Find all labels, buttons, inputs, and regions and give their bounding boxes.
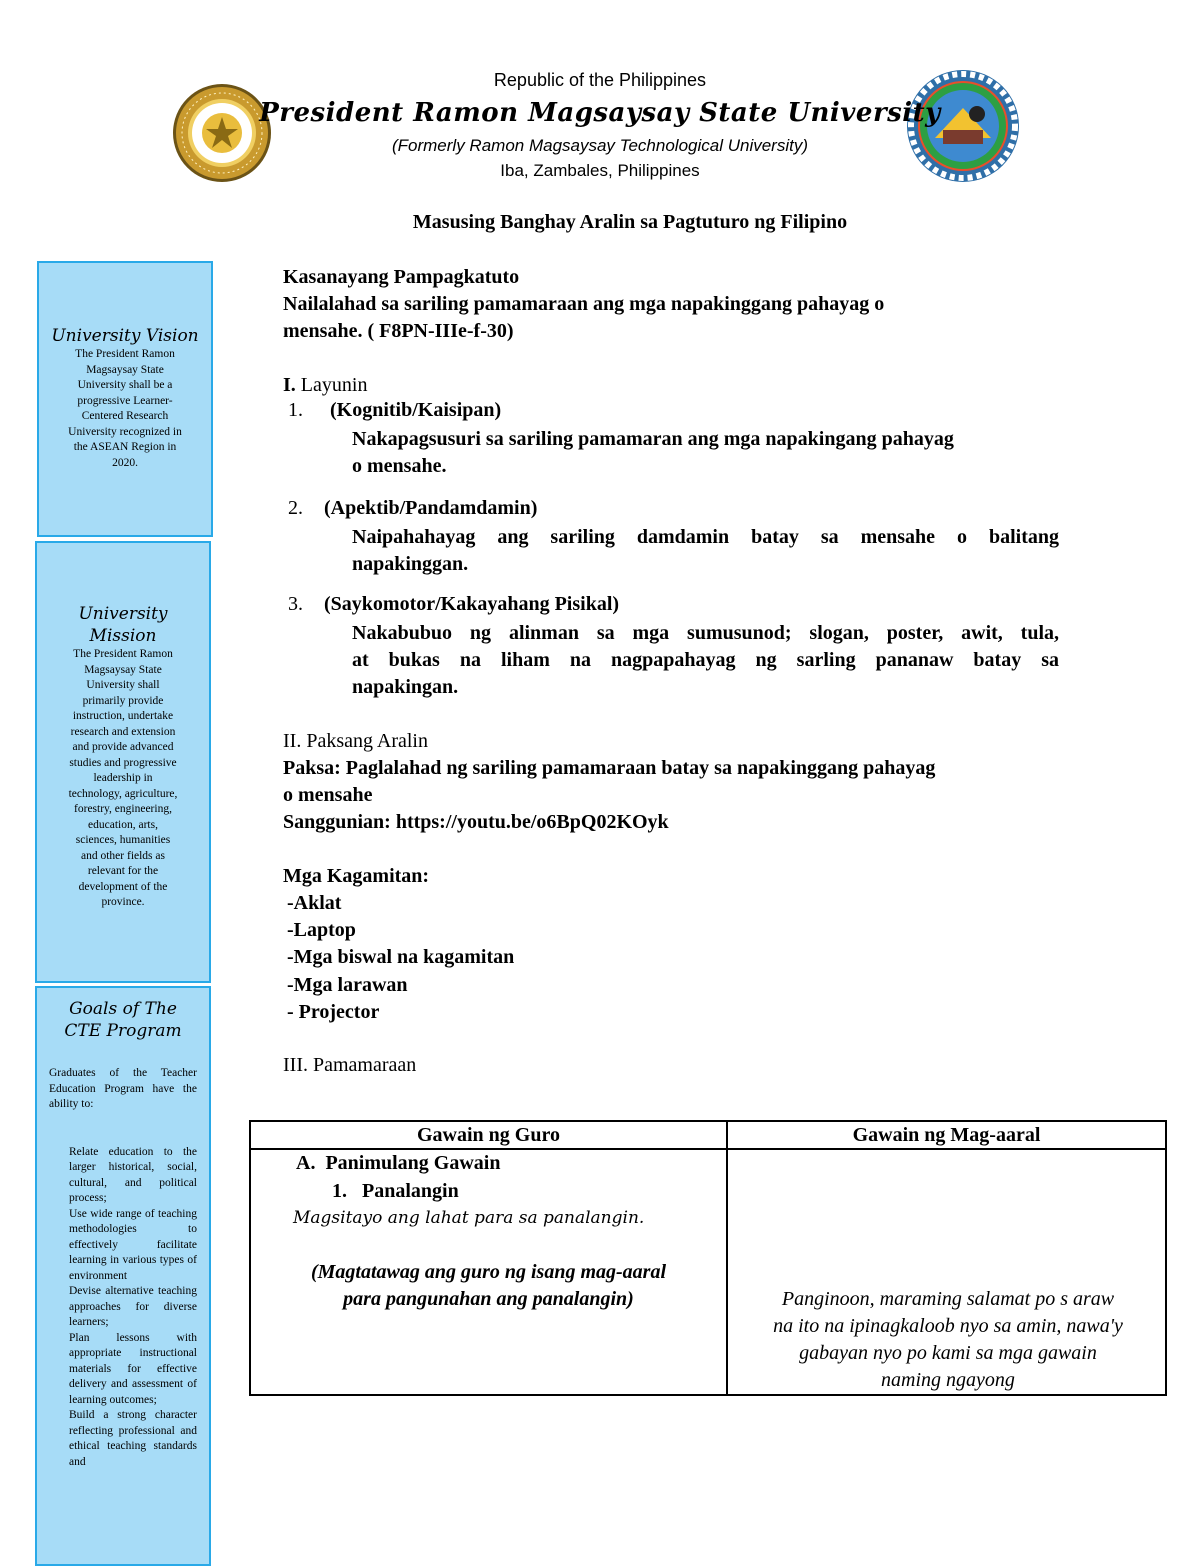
republic-line: Republic of the Philippines: [493, 70, 707, 90]
vision-line: University recognized in: [68, 425, 182, 438]
layunin-heading: I. Layunin: [283, 374, 368, 396]
subsection-heading: 1. Panalangin: [332, 1180, 459, 1202]
objective-number: 1.: [288, 399, 303, 421]
formerly-line: (Formerly Ramon Magsaysay Technological University): [391, 136, 808, 155]
objective-label: (Apektib/Pandamdamin): [324, 497, 538, 519]
vision-line: 2020.: [112, 456, 138, 469]
goal-item: Relate education to the larger historical, social, cultural, and political process;: [69, 1145, 197, 1204]
goal-item: Devise alternative teaching approaches for diverse learners;: [69, 1285, 197, 1328]
goals-heading-line: CTE Program: [64, 1021, 182, 1041]
kagamitan-item: -Mga biswal na kagamitan: [287, 946, 515, 968]
vision-line: Centered Research: [81, 410, 169, 422]
student-column-header: Gawain ng Mag-aaral: [727, 1121, 1166, 1149]
address-line: Iba, Zambales, Philippines: [500, 161, 700, 180]
kagamitan-item: -Laptop: [287, 919, 356, 941]
mission-line: The President Ramon: [73, 648, 173, 660]
university-name: President Ramon Magsaysay State University: [259, 98, 941, 128]
vision-heading: University Vision: [51, 326, 199, 346]
procedure-table: [249, 1120, 1167, 1396]
mission-line: University shall: [86, 679, 160, 691]
goals-heading-line: Goals of The: [69, 999, 177, 1019]
goal-item: Use wide range of teaching methodologies to effectively facilitate learning in various types of environment: [69, 1207, 197, 1282]
teacher-note: (Magtatawag ang guro ng isang mag-aaral: [310, 1261, 667, 1283]
section-heading: A. Panimulang Gawain: [296, 1152, 501, 1174]
objective-number: 2.: [288, 497, 303, 519]
sanggunian-text: Sanggunian: https://youtu.be/o6BpQ02KOyk: [283, 811, 669, 833]
objective-text: Nakabubuo ng alinman sa mga sumusunod; slogan, poster, awit, tula,: [352, 622, 1059, 644]
goal-item: Build a strong character reflecting professional and ethical teaching standards and: [69, 1409, 197, 1468]
mission-line: and provide advanced: [72, 741, 174, 753]
teacher-instruction: Magsitayo ang lahat para sa panalangin.: [293, 1208, 645, 1228]
objective-text: o mensahe.: [352, 455, 447, 477]
mission-line: leadership in: [93, 772, 153, 784]
teacher-column-header: Gawain ng Guro: [250, 1121, 727, 1149]
teacher-cell: [250, 1149, 727, 1395]
student-response: na ito na ipinagkaloob nyo sa amin, nawa'y: [773, 1315, 1123, 1337]
document-title: Masusing Banghay Aralin sa Pagtuturo ng Filipino: [412, 211, 848, 233]
teacher-note: para pangunahan ang panalangin): [343, 1288, 634, 1310]
mission-heading-line: Mission: [89, 626, 157, 646]
paksa-text: o mensahe: [283, 784, 373, 806]
kagamitan-item: -Mga larawan: [287, 974, 408, 996]
layunin-heading-label: Layunin: [300, 374, 368, 396]
objective-number: 3.: [288, 593, 303, 615]
objective-text: napakingan.: [352, 676, 459, 698]
mission-line: development of the: [78, 880, 168, 893]
kagamitan-item: -Aklat: [287, 892, 342, 914]
mission-line: sciences, humanities: [75, 834, 171, 846]
kasanayan-text: mensahe. ( F8PN-IIIe-f-30): [283, 320, 514, 342]
mission-line: relevant for the: [87, 865, 159, 877]
vision-line: The President Ramon: [75, 348, 175, 360]
objective-label: (Kognitib/Kaisipan): [330, 399, 502, 421]
university-mission-box: [35, 541, 211, 983]
mission-line: education, arts,: [88, 818, 158, 831]
goal-item: Plan lessons with appropriate instructional materials for effective delivery and assessment of learning outcomes;: [69, 1331, 197, 1406]
vision-line: progressive Learner-: [77, 394, 173, 407]
objective-text: napakinggan.: [352, 553, 469, 575]
kagamitan-heading: Mga Kagamitan:: [283, 865, 430, 887]
vision-line: University shall be a: [77, 379, 173, 391]
kagamitan-item: - Projector: [287, 1001, 380, 1023]
kasanayan-heading: Kasanayang Pampagkatuto: [283, 266, 520, 288]
student-response: Panginoon, maraming salamat po s araw: [781, 1288, 1115, 1310]
paksa-text: Paksa: Paglalahad ng sariling pamamaraan batay sa napakinggang pahayag: [283, 757, 936, 779]
kasanayan-text: Nailalahad sa sariling pamamaraan ang mga napakinggang pahayag o: [283, 293, 885, 315]
mission-line: forestry, engineering,: [74, 803, 172, 815]
mission-line: Magsaysay State: [84, 663, 162, 676]
vision-line: Magsaysay State: [86, 363, 164, 376]
cte-goals-box: [35, 986, 211, 1566]
mission-line: province.: [101, 896, 145, 908]
vision-line: the ASEAN Region in: [73, 441, 177, 453]
mission-line: studies and progressive: [69, 756, 177, 769]
objective-text: Naipahahayag ang sariling damdamin batay sa mensahe o balitang: [352, 526, 1059, 548]
student-response: gabayan nyo po kami sa mga gawain: [799, 1342, 1097, 1364]
mission-line: and other fields as: [81, 849, 165, 862]
mission-line: technology, agriculture,: [68, 787, 178, 800]
paksang-heading: II. Paksang Aralin: [283, 730, 428, 752]
university-vision-box: [37, 261, 213, 537]
pamamaraan-heading: III. Pamamaraan: [283, 1054, 417, 1076]
student-response: naming ngayong: [881, 1369, 1015, 1391]
mission-line: primarily provide: [82, 694, 164, 707]
mission-heading-line: University: [78, 604, 168, 624]
objective-text: Nakapagsusuri sa sariling pamamaran ang mga napakingang pahayag: [352, 428, 954, 450]
student-cell: [727, 1149, 1166, 1395]
objective-text: at bukas na liham na nagpapahayag ng sarling pananaw batay sa: [352, 649, 1059, 671]
goals-intro: Graduates of the Teacher Education Program have the ability to:: [49, 1067, 197, 1110]
objective-label: (Saykomotor/Kakayahang Pisikal): [324, 593, 620, 615]
mission-line: instruction, undertake: [72, 710, 174, 722]
mission-line: research and extension: [70, 725, 176, 738]
